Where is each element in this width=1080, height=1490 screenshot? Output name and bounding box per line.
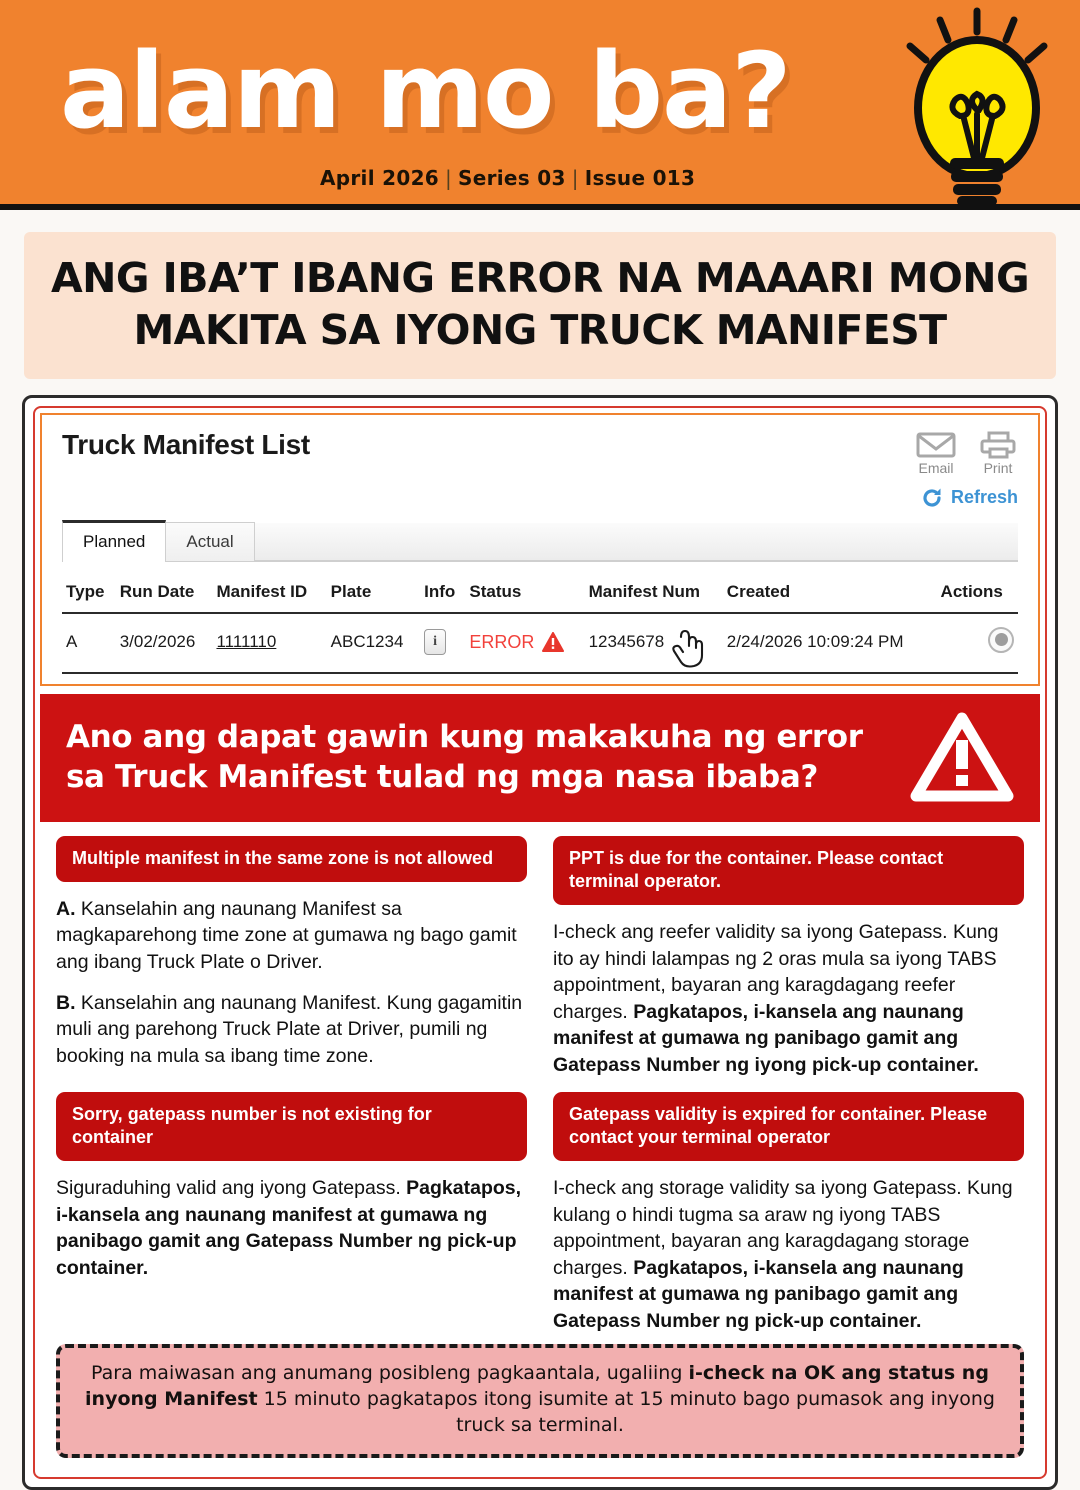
- note-text-emphasis: i-check na OK ang status ng inyong Manifest: [85, 1362, 989, 1411]
- cell-plate: ABC1234: [327, 613, 420, 673]
- paragraph-emphasis: Pagkatapos, i-kansela ang naunang manifest at gumawa ng panibago gamit ang Gatepass Number ng iyong pick-up container.: [553, 1000, 979, 1076]
- title-banner: [24, 232, 1056, 379]
- error-block-gatepass-expired: [553, 1092, 1024, 1334]
- hand-cursor-icon: [671, 624, 705, 668]
- envelope-icon: [916, 431, 956, 459]
- cell-info: [420, 613, 465, 673]
- error-paragraph: [56, 990, 527, 1070]
- error-title: PPT is due for the container. Please contact terminal operator.: [553, 836, 1024, 905]
- tab-planned[interactable]: Planned: [62, 520, 166, 562]
- print-button[interactable]: [978, 431, 1018, 476]
- error-block-ppt-due: [553, 836, 1024, 1078]
- tab-filler: [254, 523, 1018, 561]
- email-button[interactable]: [916, 431, 956, 476]
- refresh-label: Refresh: [950, 487, 1018, 508]
- paragraph-text: Kanselahin ang naunang Manifest. Kung gagamitin muli ang parehong Truck Plate at Driver, pumili ng booking na mula sa ibang time zone.: [56, 991, 523, 1067]
- tab-actual[interactable]: Actual: [165, 522, 254, 561]
- printer-icon: [978, 431, 1018, 459]
- cell-actions: [937, 613, 1018, 673]
- col-manifest-id: Manifest ID: [212, 572, 326, 613]
- email-label: Email: [918, 459, 954, 476]
- issue-date: April 2026: [320, 166, 439, 190]
- title-banner-wrap: [0, 210, 1080, 395]
- status-text: ERROR: [469, 631, 535, 652]
- error-body: [56, 896, 527, 1069]
- paragraph-text: I-check ang reefer validity sa iyong Gatepass. Kung ito ay hindi lalampas ng 2 oras mula sa iyong TABS appointment, bayaran ang karagdagang reefer charges.: [553, 921, 999, 1023]
- meta-separator-1: |: [445, 166, 453, 190]
- row-action-button[interactable]: [988, 627, 1014, 653]
- question-banner: [40, 694, 1040, 822]
- error-paragraph: [553, 1175, 1024, 1334]
- status-badge: [469, 632, 564, 653]
- col-status: Status: [465, 572, 584, 613]
- paragraph-emphasis: Pagkatapos, i-kansela ang naunang manifest at gumawa ng panibago gamit ang Gatepass Number ng pick-up container.: [56, 1177, 522, 1279]
- card-header: [62, 429, 1018, 510]
- footer-note: [56, 1344, 1024, 1457]
- card-action-group: [916, 429, 1018, 510]
- col-manifest-num: Manifest Num: [585, 572, 723, 613]
- paragraph-text: Kanselahin ang naunang Manifest sa magkaparehong time zone at gumawa ng bago gamit ang ibang Truck Plate o Driver.: [56, 897, 517, 973]
- col-plate: Plate: [327, 572, 420, 613]
- publication-title: alam mo ba?: [60, 30, 791, 152]
- content-frame-inner: [33, 406, 1047, 1479]
- issue-number: Issue 013: [584, 166, 696, 190]
- col-created: Created: [723, 572, 937, 613]
- error-paragraph: [553, 919, 1024, 1078]
- col-actions: Actions: [937, 572, 1018, 613]
- error-block-gatepass-missing: [56, 1092, 527, 1334]
- print-label: Print: [983, 459, 1013, 476]
- refresh-icon: [920, 486, 944, 510]
- note-text-part2: 15 minuto pagkatapos itong isumite at 15 minuto bago pumasok ang inyong truck sa terminal.: [257, 1388, 995, 1436]
- footer-note-wrap: [40, 1340, 1040, 1471]
- card-icon-row: [916, 431, 1018, 476]
- lightbulb-icon: [882, 6, 1072, 210]
- cell-manifest-id[interactable]: 1111110: [212, 613, 326, 673]
- info-button[interactable]: i: [424, 629, 446, 655]
- cell-run-date: 3/02/2026: [116, 613, 213, 673]
- error-warning-icon: [542, 632, 564, 652]
- paragraph-lead: B.: [56, 991, 76, 1014]
- paragraph-emphasis: Pagkatapos, i-kansela ang naunang manifest at gumawa ng panibago gamit ang Gatepass Number ng pick-up container.: [553, 1256, 964, 1332]
- warning-triangle-icon: [910, 710, 1014, 804]
- paragraph-lead: A.: [56, 897, 76, 920]
- page-header: [0, 0, 1080, 210]
- refresh-button[interactable]: [920, 486, 1018, 510]
- col-info: Info: [420, 572, 465, 613]
- col-run-date: Run Date: [116, 572, 213, 613]
- table-header-row: [62, 572, 1018, 613]
- error-block-multiple-manifest: [56, 836, 527, 1078]
- error-body: [553, 919, 1024, 1078]
- question-banner-text: Ano ang dapat gawin kung makakuha ng error sa Truck Manifest tulad ng mga nasa ibaba?: [66, 718, 863, 795]
- paragraph-text: I-check ang storage validity sa iyong Gatepass. Kung kulang o hindi tugma sa araw ng iyong TABS appointment, bayaran ang karagdagang storage charges.: [553, 1177, 1013, 1279]
- issue-meta: [320, 166, 695, 190]
- page-title: ANG IBA’T IBANG ERROR NA MAAARI MONG MAKITA SA IYONG TRUCK MANIFEST: [50, 254, 1029, 355]
- cell-created: 2/24/2026 10:09:24 PM: [723, 613, 937, 673]
- cell-status: [465, 613, 584, 673]
- tab-bar: [62, 520, 1018, 562]
- error-body: [553, 1175, 1024, 1334]
- error-paragraph: [56, 896, 527, 976]
- card-title: Truck Manifest List: [62, 428, 310, 460]
- error-title: Sorry, gatepass number is not existing for container: [56, 1092, 527, 1161]
- manifest-num-value: 12345678: [588, 632, 665, 652]
- truck-manifest-card: [40, 413, 1040, 686]
- table-row[interactable]: [62, 613, 1018, 673]
- error-title: Gatepass validity is expired for container. Please contact your terminal operator: [553, 1092, 1024, 1161]
- error-list: [40, 822, 1040, 1340]
- paragraph-text: Siguraduhing valid ang iyong Gatepass.: [56, 1177, 407, 1200]
- manifest-table: [62, 572, 1018, 674]
- col-type: Type: [62, 572, 116, 613]
- error-paragraph: [56, 1175, 527, 1281]
- cell-manifest-num: [585, 613, 723, 673]
- content-frame: [22, 395, 1058, 1490]
- issue-series: Series 03: [458, 166, 566, 190]
- note-text-part1: Para maiwasan ang anumang posibleng pagkaantala, ugaliing: [91, 1362, 689, 1385]
- error-title: Multiple manifest in the same zone is not allowed: [56, 836, 527, 882]
- error-body: [56, 1175, 527, 1281]
- cell-type: A: [62, 613, 116, 673]
- meta-separator-2: |: [571, 166, 579, 190]
